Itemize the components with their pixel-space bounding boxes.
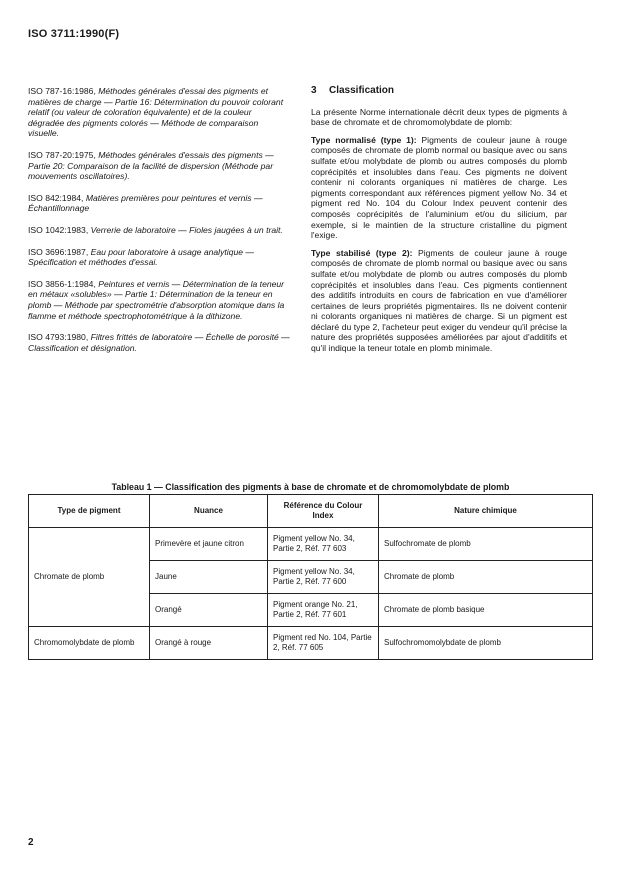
reference-code: ISO 4793:1980, bbox=[28, 332, 89, 343]
reference-code: ISO 3696:1987, bbox=[28, 246, 89, 257]
section-number: 3 bbox=[311, 85, 317, 96]
reference-code: ISO 787-20:1975, bbox=[28, 149, 96, 160]
cell-nuance: Orangé à rouge bbox=[150, 627, 268, 660]
cell-reference: Pigment red No. 104, Partie 2, Réf. 77 605 bbox=[268, 627, 379, 660]
section-title: Classification bbox=[329, 85, 395, 96]
reference-item bbox=[28, 247, 290, 268]
table-caption: Tableau 1 — Classification des pigments à base de chromate et de chromomolybdate de plomb bbox=[111, 482, 510, 492]
header-type: Type de pigment bbox=[29, 495, 150, 528]
cell-nature: Sulfochromomolybdate de plomb bbox=[379, 627, 593, 660]
reference-code: ISO 1042:1983, bbox=[28, 224, 89, 235]
type1-paragraph bbox=[311, 135, 567, 241]
reference-item bbox=[28, 332, 290, 353]
reference-title: Eau pour laboratoire à usage analytique — Spécification et méthodes d'essai. bbox=[28, 246, 254, 268]
cell-nuance: Primevère et jaune citron bbox=[150, 528, 268, 561]
reference-item bbox=[28, 225, 290, 236]
cell-reference: Pigment orange No. 21, Partie 2, Réf. 77 601 bbox=[268, 594, 379, 627]
reference-item bbox=[28, 279, 290, 321]
reference-title: Filtres frittés de laboratoire — Échelle de porosité — Classification et désignation. bbox=[28, 332, 290, 353]
type1-text: Pigments de couleur jaune à rouge composés de chromate de plomb normal ou basique avec ou sans sulfate et/ou molybdate de plomb ou autres composés du plomb coprécipités et insolubles dans l'eau. Ces pigments ne doivent contenir ni colorants organiques ni matières de charge. Les pigments correspondant aux références pigment yellow No. 34 et pigment red No. 104 du Colour Index peuvent contenir des composés coprécipités de l'aluminium et/ou du silicium, par exemple, si le maintien de la structure cristalline du pigment l'exige. bbox=[311, 134, 568, 241]
page-number: 2 bbox=[28, 837, 34, 848]
cell-nature: Chromate de plomb bbox=[379, 561, 593, 594]
reference-title: Méthodes générales d'essais des pigments — Partie 20: Comparaison de la facilité de dispersion (Méthode par mouvements oscillatoires). bbox=[28, 149, 274, 182]
classification-table bbox=[28, 494, 593, 660]
header-reference: Référence du Colour Index bbox=[268, 495, 379, 528]
classification-section bbox=[311, 86, 567, 361]
references-column bbox=[28, 86, 290, 364]
reference-code: ISO 787-16:1986, bbox=[28, 86, 96, 96]
reference-title: Méthodes générales d'essai des pigments et matières de charge — Partie 16: Détermination du pouvoir colorant relatif (ou valeur de coloration équivalente) et de la couleur dégradée des pigments colorés — Méthode de comparaison visuelle. bbox=[28, 86, 284, 139]
table-row bbox=[29, 528, 593, 561]
reference-item bbox=[28, 150, 290, 182]
reference-code: ISO 842:1984, bbox=[28, 192, 84, 203]
cell-nature: Chromate de plomb basique bbox=[379, 594, 593, 627]
table-header-row bbox=[29, 495, 593, 528]
reference-title: Verrerie de laboratoire — Fioles jaugées à un trait. bbox=[90, 224, 283, 235]
cell-type: Chromate de plomb bbox=[29, 528, 150, 627]
reference-title: Matières premières pour peintures et vernis — Échantillonnage bbox=[28, 192, 263, 214]
cell-reference: Pigment yellow No. 34, Partie 2, Réf. 77 603 bbox=[268, 528, 379, 561]
reference-item bbox=[28, 193, 290, 214]
type1-label: Type normalisé (type 1): bbox=[311, 134, 417, 145]
table-row bbox=[29, 627, 593, 660]
cell-reference: Pigment yellow No. 34, Partie 2, Réf. 77 600 bbox=[268, 561, 379, 594]
header-nuance: Nuance bbox=[150, 495, 268, 528]
section-intro: La présente Norme internationale décrit deux types de pigments à base de chromate et de chromomolybdate de plomb: bbox=[311, 106, 567, 128]
cell-type: Chromomolybdate de plomb bbox=[29, 627, 150, 660]
section-heading bbox=[311, 86, 567, 97]
type2-text: Pigments de couleur jaune à rouge composés de chromate de plomb normal ou basique avec ou sans sulfate et/ou molybdate de plomb ou autres composés du plomb coprécipités et insolubles dans l'eau. Ces pigments contiennent des additifs introduits en cours de fabrication en vue d'améliorer certaines de leurs propriétés pigmentaires. Ils ne doivent contenir ni colorants organiques ni matières de charge. Si un pigment est déclaré du type 2, l'acheteur peut exiger du vendeur qu'il précise la nature des propriétés supposées améliorées par ajout d'additifs et qu'il indique la teneur totale en plomb minimale. bbox=[311, 247, 567, 354]
type2-label: Type stabilisé (type 2): bbox=[311, 247, 413, 258]
document-id: ISO 3711:1990(F) bbox=[28, 28, 120, 40]
cell-nature: Sulfochromate de plomb bbox=[379, 528, 593, 561]
cell-nuance: Jaune bbox=[150, 561, 268, 594]
cell-nuance: Orangé bbox=[150, 594, 268, 627]
reference-code: ISO 3856-1:1984, bbox=[28, 278, 96, 289]
reference-title: Peintures et vernis — Détermination de la teneur en métaux «solubles» — Partie 1: Détermination de la teneur en plomb — Méthode par spectrométrie d'absorption atomique dans la flamme et méthode spectrophotométrique à la dithizone. bbox=[28, 278, 285, 321]
header-nature: Nature chimique bbox=[379, 495, 593, 528]
type2-paragraph bbox=[311, 248, 567, 354]
reference-item bbox=[28, 86, 290, 139]
